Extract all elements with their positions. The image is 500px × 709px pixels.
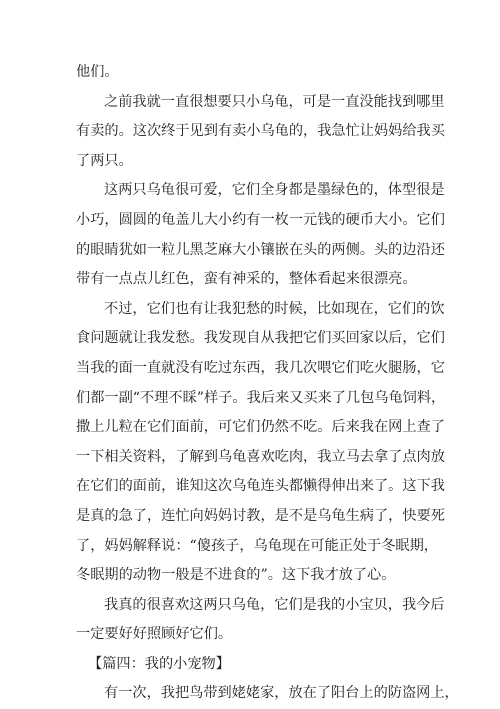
text-line: 食问题就让我发愁。我发现自从我把它们买回家以后，它们 [76,330,445,347]
text-line: 不过，它们也有让我犯愁的时候，比如现在，它们的饮 [104,300,445,317]
text-line: 他们。 [76,64,119,80]
text-line: 了两只。 [76,152,133,169]
document-body [76,58,459,709]
text-line: 撒上儿粒在它们面前，可它们仍然不吃。后来我在网上查了 [76,419,445,436]
text-line: 了，妈妈解释说：“傻孩子，乌龟现在可能正处于冬眠期， [76,537,438,554]
text-line: 当我的面一直就没有吃过东西，我几次喂它们吃火腿肠，它 [76,359,445,376]
text-line: 冬眠期的动物一般是不进食的”。这下我才放了心。 [76,567,396,584]
text-line: 一定要好好照顾好它们。 [76,626,233,643]
text-line: 的眼睛犹如一粒儿黑芝麻大小镶嵌在头的两侧。头的边沿还 [76,241,445,258]
text-line: 之前我就一直很想要只小乌龟，可是一直没能找到哪里 [104,93,445,110]
text-line: 在它们的面前，谁知这次乌龟连头都懒得伸出来了。这下我 [76,478,445,495]
text-line: 们都一副“不理不睬”样子。我后来又买来了几包乌龟饲料， [76,389,446,406]
text-line: 一下相关资料，了解到乌龟喜欢吃肉，我立马去拿了点肉放 [76,448,445,465]
text-line: 我真的很喜欢这两只乌龟，它们是我的小宝贝，我今后 [104,596,445,613]
text-line: 小巧，圆圆的龟盖儿大小约有一枚一元钱的硬币大小。它们 [76,211,445,228]
section-heading: 【篇四：我的小宠物】 [88,655,230,672]
text-line: 有卖的。这次终于见到有卖小乌龟的，我急忙让妈妈给我买 [76,123,445,140]
text-line: 是真的急了，连忙向妈妈讨教，是不是乌龟生病了，快要死 [76,507,445,524]
text-line: 这两只乌龟很可爱，它们全身都是墨绿色的，体型很是 [104,182,445,199]
text-line: 有一次，我把鸟带到姥姥家，放在了阳台上的防盗网上， [104,685,459,702]
text-line: 带有一点点儿红色，蛮有神采的，整体看起来很漂亮。 [76,271,417,288]
